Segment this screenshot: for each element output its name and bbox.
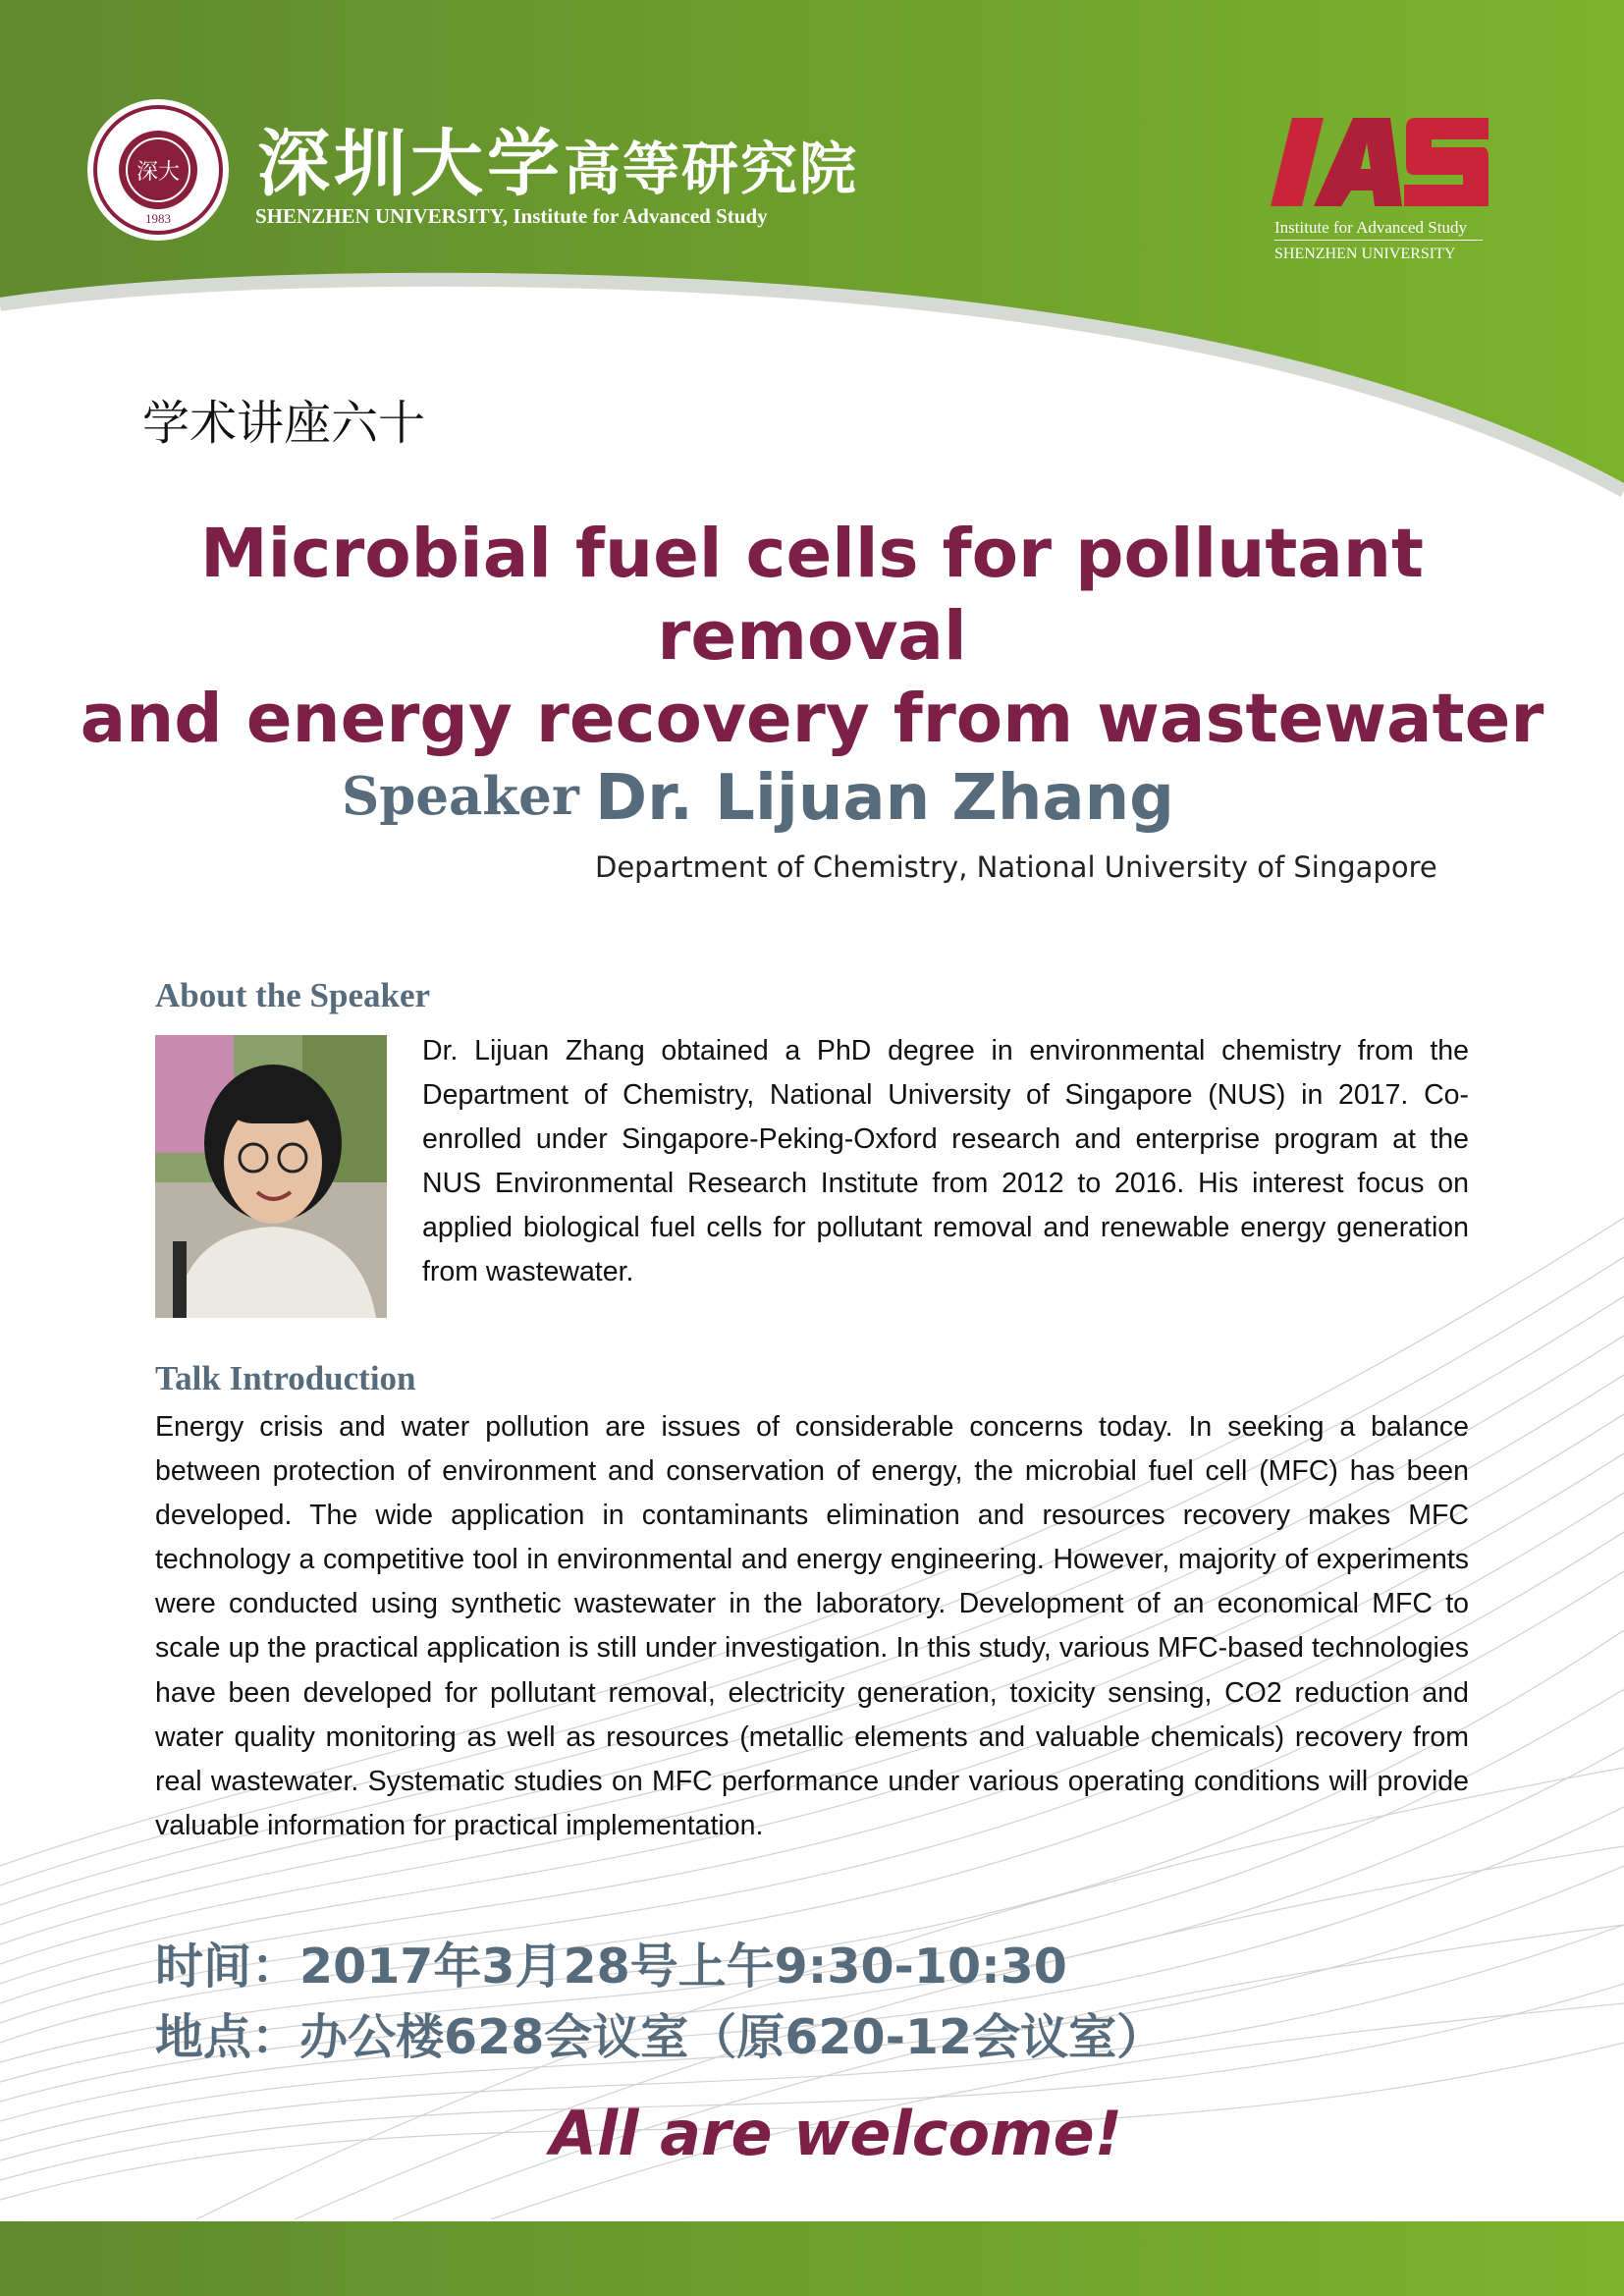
- university-cn: 深圳大学: [257, 122, 564, 206]
- talk-introduction-heading: Talk Introduction: [155, 1359, 416, 1397]
- about-speaker-heading: About the Speaker: [155, 976, 431, 1014]
- talk-title-line2: and energy recovery from wastewater: [80, 680, 1544, 758]
- event-location: 地点：办公楼628会议室（原620-12会议室）: [155, 2009, 1165, 2065]
- footer-bar: [0, 2221, 1624, 2296]
- ias-logo-line1: Institute for Advanced Study: [1274, 218, 1483, 241]
- ias-logo-line2: SHENZHEN UNIVERSITY: [1274, 246, 1456, 262]
- talk-title: [79, 513, 1545, 760]
- seal-year: 1983: [145, 211, 171, 226]
- event-time: 时间：2017年3月28号上午9:30-10:30: [155, 1939, 1067, 1995]
- welcome-message: All are welcome!: [550, 2098, 1122, 2169]
- speaker-name: Dr. Lijuan Zhang: [595, 762, 1174, 835]
- speaker-label: Speaker: [342, 766, 579, 827]
- talk-title-line1: Microbial fuel cells for pollutant removal: [200, 515, 1424, 676]
- talk-introduction-text: Energy crisis and water pollution are issues of considerable concerns today. In seeking a balance between protection of environment and conservation of energy, the microbial fuel cell (MFC) has been developed. The wide application in contaminants elimination and resources recovery makes MFC technology a competitive tool in environmental and energy engineering. However, majority of experiments were conducted using synthetic wastewater in the laboratory. Development of an economical MFC to scale up the practical application is still under investigation. In this study, various MFC-based technologies have been developed for pollutant removal, electricity generation, toxicity sensing, CO2 reduction and water quality monitoring as well as resources (metallic elements and valuable chemicals) recovery from real wastewater. Systematic studies on MFC performance under various operating conditions will provide valuable information for practical implementation.: [155, 1411, 1469, 1841]
- ias-logo-icon: [1271, 112, 1489, 210]
- university-subtitle-en: SHENZHEN UNIVERSITY, Institute for Advanced Study: [255, 204, 768, 228]
- university-name-cn: [257, 106, 858, 210]
- institute-cn: 高等研究院: [564, 136, 859, 202]
- university-seal-icon: [86, 98, 230, 242]
- seal-center-text: 深大: [135, 160, 181, 185]
- speaker-portrait-icon: [155, 1035, 387, 1318]
- speaker-affiliation: Department of Chemistry, National University of Singapore: [595, 850, 1437, 884]
- about-speaker-text: Dr. Lijuan Zhang obtained a PhD degree in environmental chemistry from the Department of Chemistry, National University of Singapore (NUS) in 2017. Co-enrolled under Singapore-Peking-Oxford research and enterprise program at the NUS Environmental Research Institute from 2012 to 2016. His interest focus on applied biological fuel cells for pollutant removal and renewable energy generation from wastewater.: [422, 1035, 1469, 1288]
- lecture-series-label: 学术讲座六十: [142, 396, 426, 451]
